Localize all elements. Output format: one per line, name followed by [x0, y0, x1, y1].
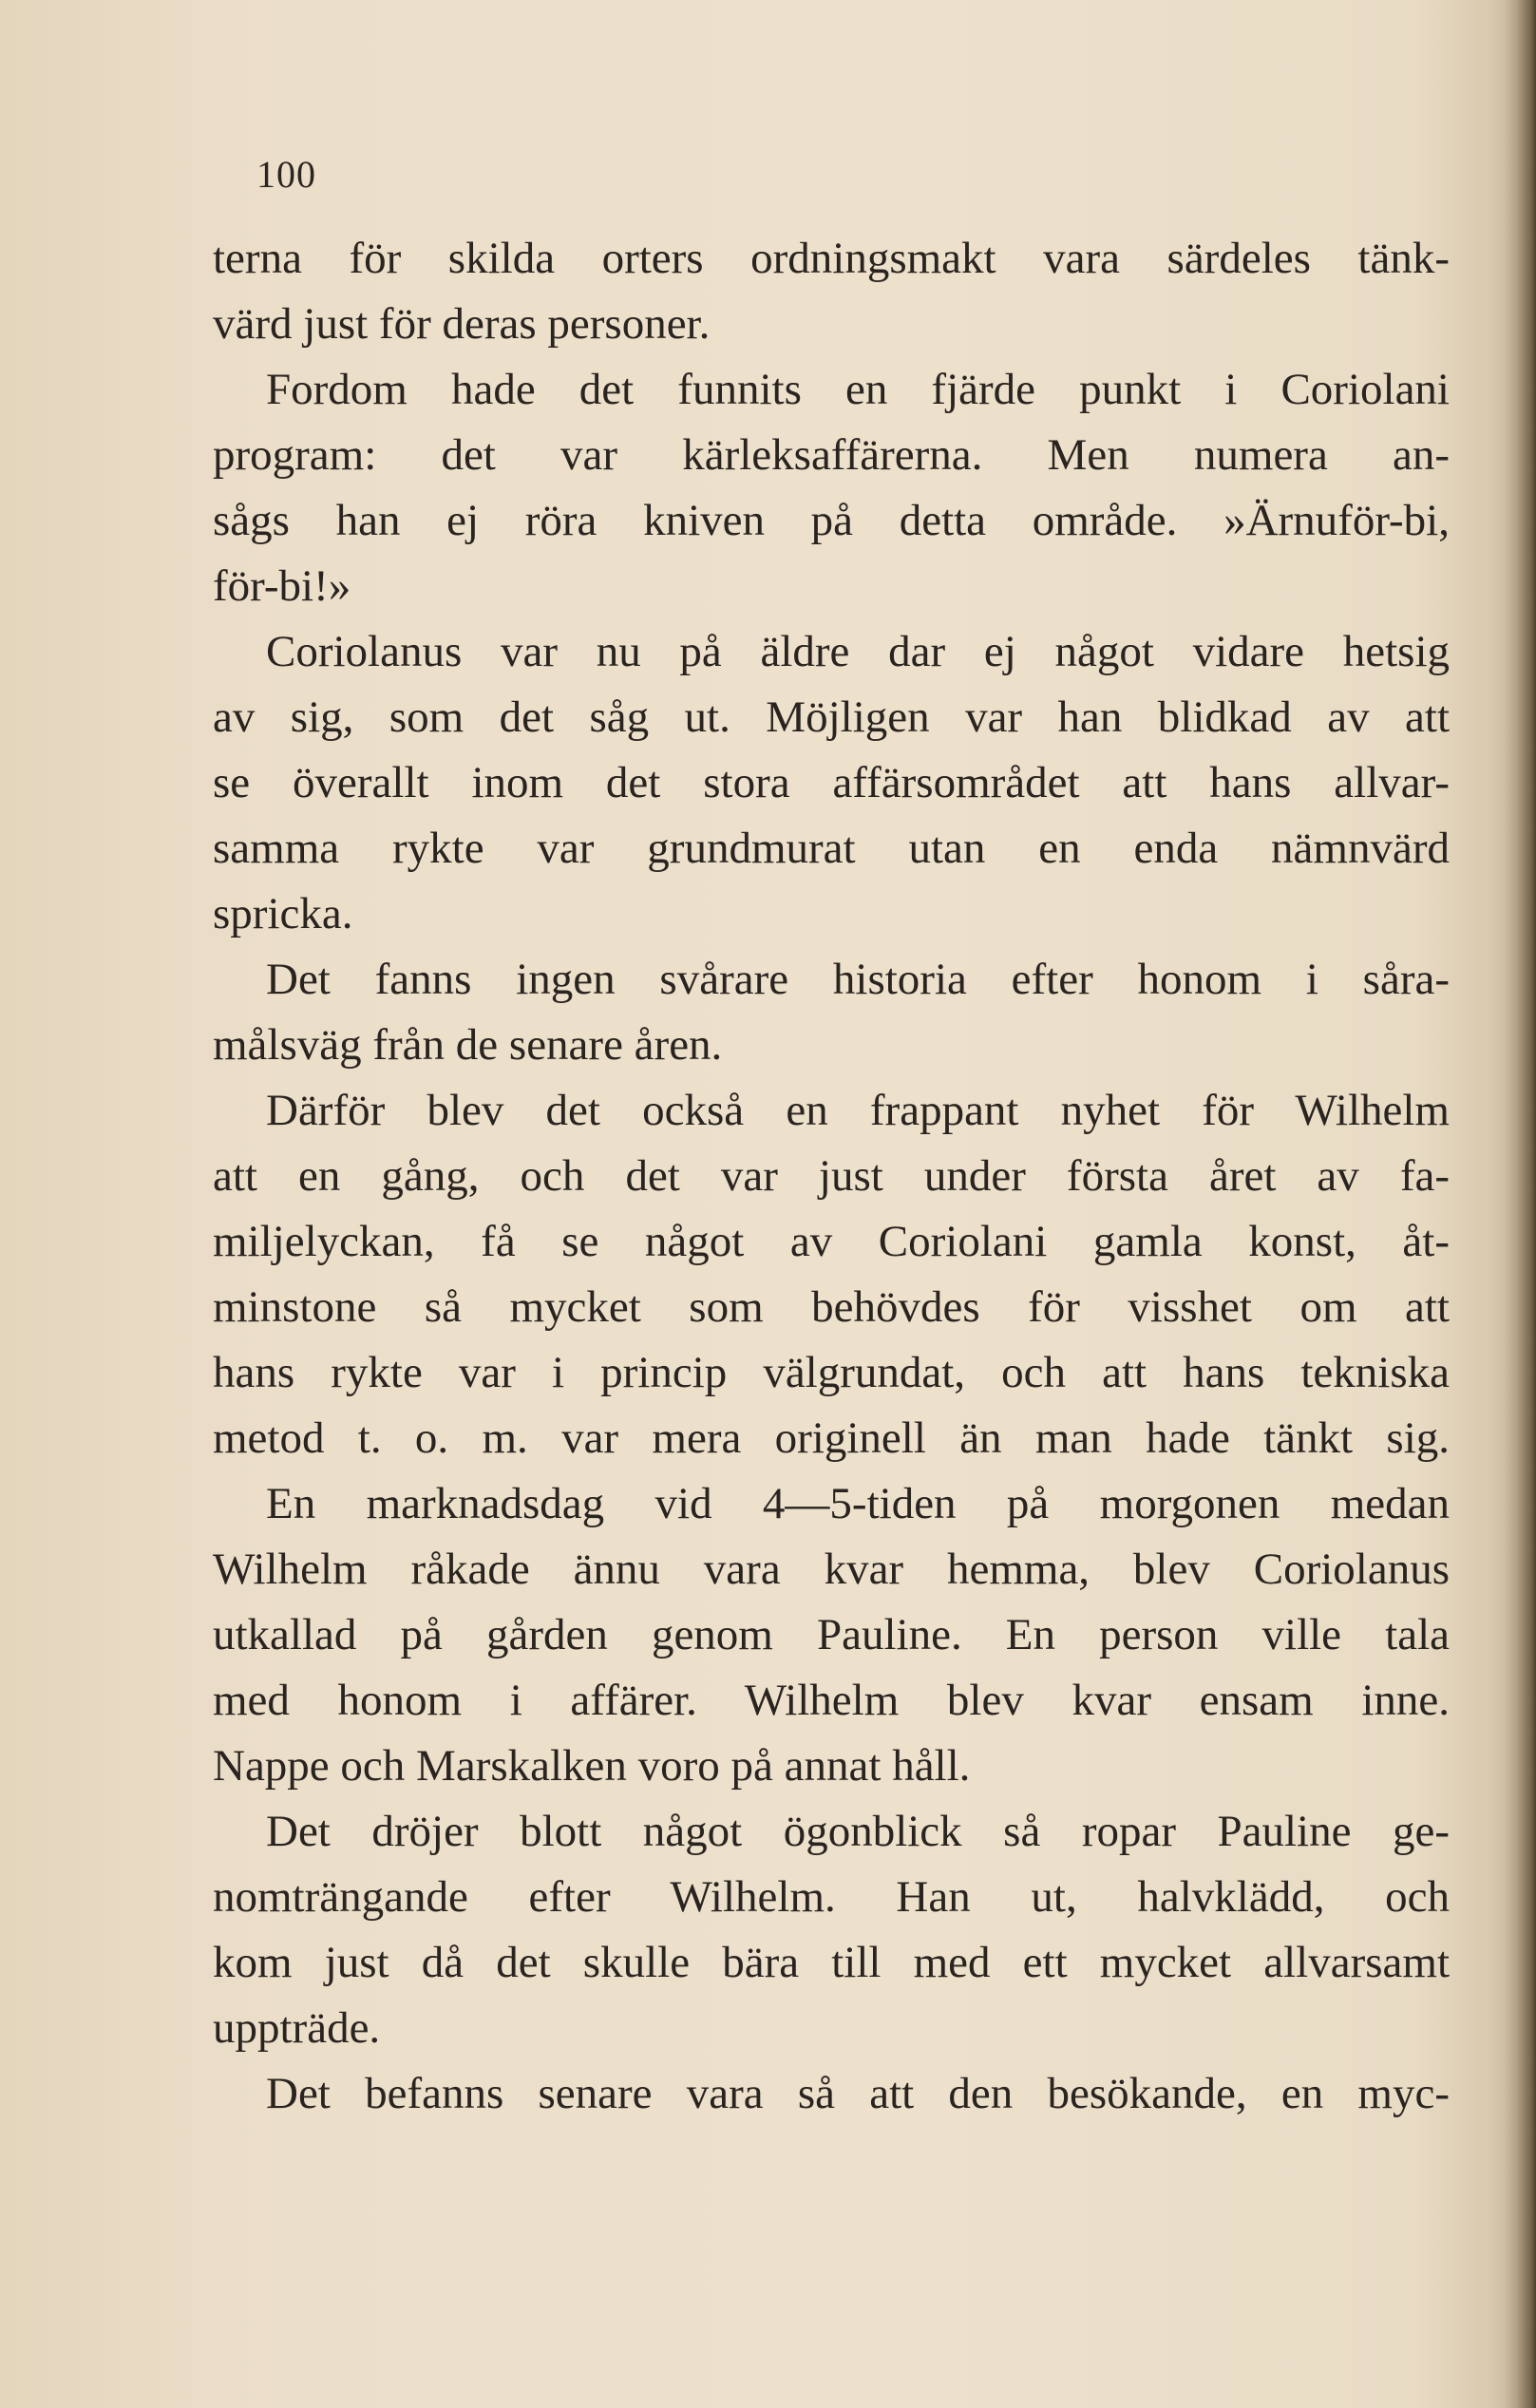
text-line: miljelyckan, få se något av Coriolani gamla konst, åt-: [213, 1217, 1450, 1266]
text-line: av sig, som det såg ut. Möjligen var han blidkad av att: [213, 692, 1450, 742]
text-line: Fordom hade det funnits en fjärde punkt i Coriolani: [266, 365, 1450, 414]
text-line: terna för skilda orters ordningsmakt vara särdeles tänk-: [213, 234, 1450, 283]
text-line: metod t. o. m. var mera originell än man hade tänkt sig.: [213, 1413, 1450, 1463]
text-line: Därför blev det också en frappant nyhet för Wilhelm: [266, 1086, 1450, 1135]
body-text: [213, 226, 1450, 2127]
text-line: Wilhelm råkade ännu vara kvar hemma, blev Coriolanus: [213, 1545, 1450, 1594]
text-line: Det fanns ingen svårare historia efter honom i såra-: [266, 955, 1450, 1004]
text-line: program: det var kärleksaffärerna. Men numera an-: [213, 430, 1450, 480]
text-line: Nappe och Marskalken voro på annat håll.: [213, 1741, 971, 1791]
page-edge-shadow: [1504, 0, 1536, 2408]
text-line: nomträngande efter Wilhelm. Han ut, halvklädd, och: [213, 1872, 1450, 1922]
text-line: se överallt inom det stora affärsområdet att hans allvar-: [213, 758, 1450, 807]
text-line: utkallad på gården genom Pauline. En person ville tala: [213, 1610, 1450, 1659]
text-line: hans rykte var i princip välgrundat, och att hans tekniska: [213, 1348, 1450, 1397]
text-line: Det dröjer blott något ögonblick så ropar Pauline ge-: [266, 1807, 1450, 1856]
text-line: målsväg från de senare åren.: [213, 1020, 723, 1070]
text-line: samma rykte var grundmurat utan en enda nämnvärd: [213, 824, 1450, 873]
text-line: uppträde.: [213, 2003, 381, 2053]
text-line: värd just för deras personer.: [213, 299, 711, 349]
text-line: kom just då det skulle bära till med ett mycket allvarsamt: [213, 1938, 1450, 1987]
text-line: sågs han ej röra kniven på detta område. »Ärnuför-bi,: [213, 496, 1450, 545]
text-line: Det befanns senare vara så att den besökande, en myc-: [266, 2069, 1450, 2118]
text-line: En marknadsdag vid 4—5-tiden på morgonen medan: [266, 1479, 1450, 1528]
text-line: för-bi!»: [213, 561, 351, 611]
text-line: Coriolanus var nu på äldre dar ej något vidare hetsig: [266, 627, 1450, 676]
text-line: minstone så mycket som behövdes för visshet om att: [213, 1282, 1450, 1332]
text-line: med honom i affärer. Wilhelm blev kvar ensam inne.: [213, 1676, 1450, 1725]
page-number: 100: [256, 153, 316, 196]
text-line: att en gång, och det var just under första året av fa-: [213, 1151, 1450, 1201]
text-line: spricka.: [213, 889, 353, 939]
